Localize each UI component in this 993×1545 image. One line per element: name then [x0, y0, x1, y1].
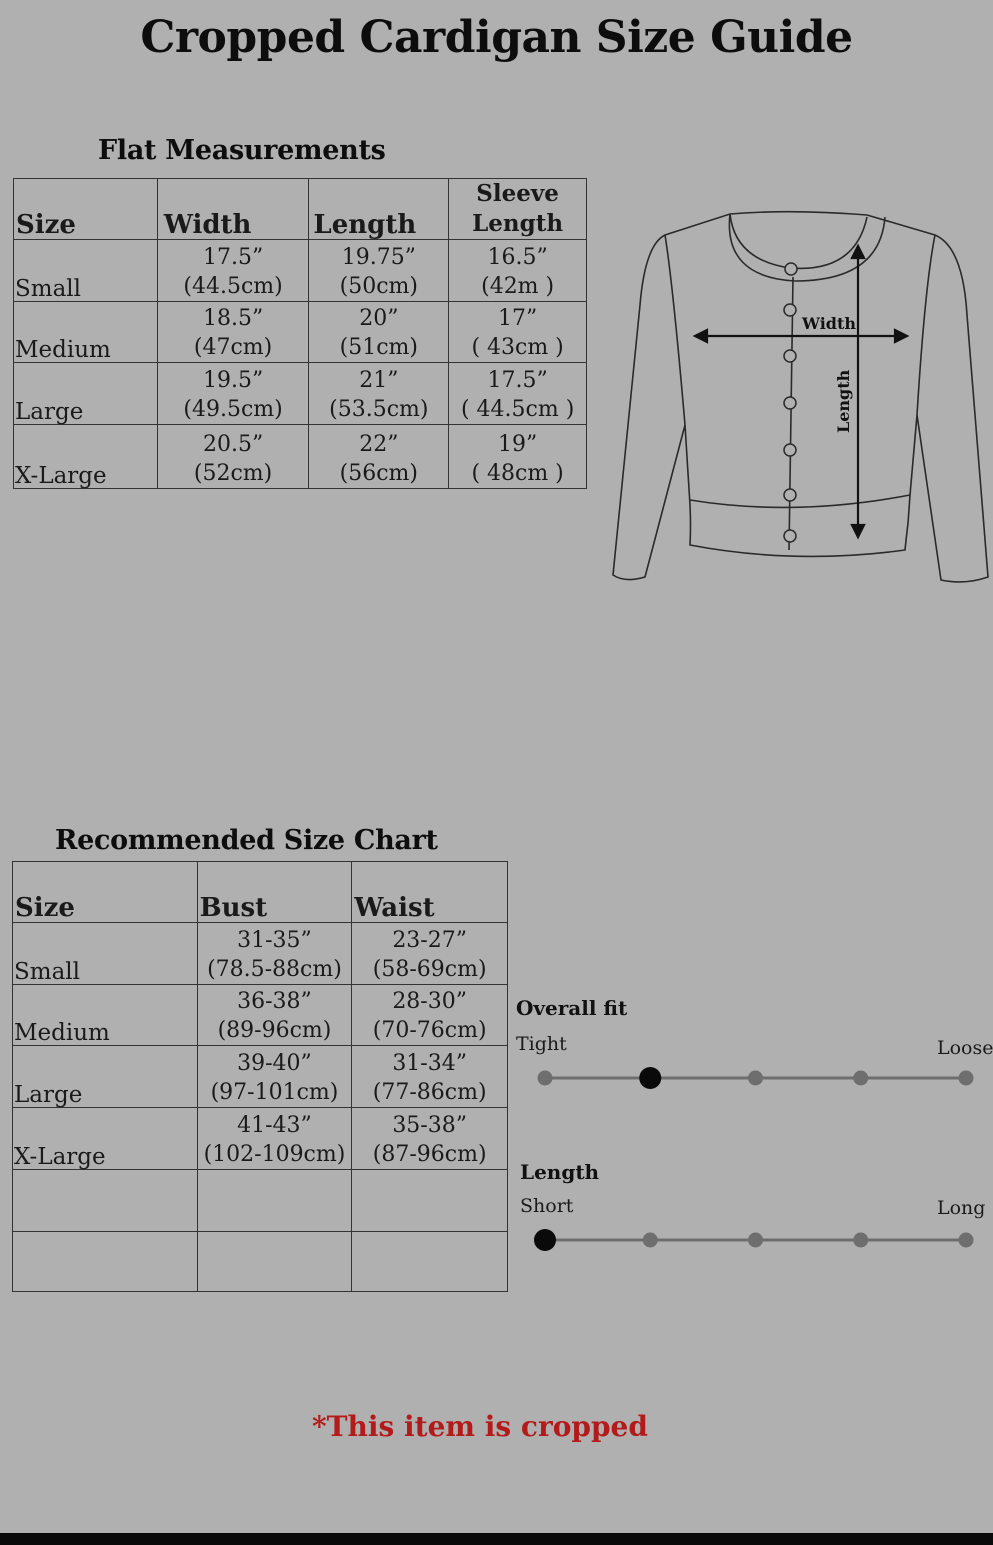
table-row — [14, 240, 587, 302]
sleeve-in: 16.5” — [487, 245, 548, 270]
size-label: Large — [15, 399, 84, 425]
waist-in: 31-34” — [392, 1051, 467, 1076]
size-label: Medium — [15, 337, 111, 363]
size-label: X-Large — [15, 463, 107, 489]
arrow-right-icon — [895, 330, 907, 342]
empty-row — [13, 1170, 508, 1232]
button-icon — [784, 530, 796, 542]
width-in: 17.5” — [202, 245, 264, 270]
header-bust: Bust — [199, 893, 268, 923]
arrow-down-icon — [852, 525, 864, 537]
scale-dot — [959, 1071, 974, 1086]
bust-in: 36-38” — [237, 989, 312, 1014]
width-cm: (49.5cm) — [183, 397, 283, 422]
width-cm: (44.5cm) — [183, 274, 283, 299]
table-row — [14, 363, 587, 425]
scale-dot — [853, 1233, 868, 1248]
sleeve-in: 17” — [497, 306, 538, 331]
overall-fit-left-label: Tight — [516, 1033, 567, 1055]
table-row — [14, 425, 587, 489]
flat-measurements-table — [13, 178, 587, 489]
header-size: Size — [16, 210, 76, 240]
button-icon — [784, 304, 796, 316]
overall-fit-right-label: Loose — [937, 1037, 993, 1059]
scale-dot — [538, 1071, 553, 1086]
scale-selected-dot — [639, 1067, 661, 1089]
waist-cm: (58-69cm) — [372, 957, 487, 982]
waist-cm: (77-86cm) — [372, 1080, 487, 1105]
bust-cm: (97-101cm) — [210, 1080, 339, 1105]
page-title: Cropped Cardigan Size Guide — [140, 12, 853, 63]
button-icon — [784, 397, 796, 409]
scale-dot — [959, 1233, 974, 1248]
table-row — [13, 1046, 508, 1108]
size-label: Large — [14, 1082, 83, 1108]
length-cm: (53.5cm) — [329, 397, 429, 422]
length-in: 19.75” — [341, 245, 416, 270]
size-label: Small — [15, 276, 81, 302]
recommended-title: Recommended Size Chart — [55, 825, 438, 856]
bust-in: 39-40” — [237, 1051, 312, 1076]
recommended-table — [12, 861, 508, 1292]
length-in: 22” — [359, 432, 399, 457]
table-row — [13, 985, 508, 1046]
bottom-bar — [0, 1533, 993, 1545]
width-in: 20.5” — [202, 432, 264, 457]
waist-cm: (70-76cm) — [372, 1018, 487, 1043]
arrow-left-icon — [695, 330, 707, 342]
waist-in: 23-27” — [392, 928, 467, 953]
sleeve-cm: ( 44.5cm ) — [460, 397, 575, 422]
table-row — [14, 302, 587, 363]
length-in: 20” — [359, 306, 399, 331]
width-label: Width — [802, 314, 856, 333]
header-sleeve-line1: Sleeve — [476, 180, 559, 207]
button-icon — [784, 444, 796, 456]
width-in: 18.5” — [202, 306, 264, 331]
sleeve-cm: ( 43cm ) — [471, 335, 564, 360]
length-in: 21” — [359, 368, 399, 393]
header-sleeve-line2: Length — [472, 210, 564, 237]
bust-cm: (102-109cm) — [203, 1142, 346, 1167]
overall-fit-scale — [520, 1060, 990, 1100]
header-length: Length — [313, 210, 417, 240]
waist-cm: (87-96cm) — [372, 1142, 487, 1167]
button-icon — [784, 489, 796, 501]
waist-in: 28-30” — [392, 989, 467, 1014]
bust-in: 41-43” — [237, 1113, 312, 1138]
button-icon — [785, 263, 797, 275]
header-size: Size — [15, 893, 75, 923]
width-in: 19.5” — [202, 368, 264, 393]
overall-fit-label: Overall fit — [516, 996, 628, 1020]
size-label: Small — [14, 959, 80, 985]
length-fit-left-label: Short — [520, 1195, 574, 1217]
button-icon — [784, 350, 796, 362]
cardigan-diagram — [605, 205, 993, 590]
sleeve-cm: (42m ) — [481, 274, 555, 299]
length-fit-scale — [520, 1222, 990, 1262]
length-label: Length — [834, 369, 853, 433]
sleeve-in: 19” — [497, 432, 538, 457]
size-label: X-Large — [14, 1144, 106, 1170]
sleeve-in: 17.5” — [487, 368, 548, 393]
scale-dot — [643, 1233, 658, 1248]
cropped-note: *This item is cropped — [312, 1410, 648, 1443]
flat-measurements-title: Flat Measurements — [98, 135, 386, 166]
width-cm: (52cm) — [193, 461, 273, 486]
bust-cm: (89-96cm) — [217, 1018, 332, 1043]
length-cm: (51cm) — [339, 335, 418, 360]
table-row — [13, 923, 508, 985]
waist-in: 35-38” — [392, 1113, 467, 1138]
size-label: Medium — [14, 1020, 110, 1046]
length-fit-right-label: Long — [937, 1197, 986, 1219]
scale-dot — [748, 1071, 763, 1086]
scale-dot — [853, 1071, 868, 1086]
recommended-header-row — [13, 862, 508, 923]
flat-header-row — [14, 179, 587, 240]
table-row — [13, 1108, 508, 1170]
scale-dot — [748, 1233, 763, 1248]
header-waist: Waist — [354, 893, 435, 923]
length-fit-label: Length — [520, 1160, 600, 1184]
empty-row — [13, 1232, 508, 1292]
sleeve-cm: ( 48cm ) — [471, 461, 564, 486]
bust-cm: (78.5-88cm) — [207, 957, 342, 982]
bust-in: 31-35” — [237, 928, 312, 953]
length-cm: (50cm) — [339, 274, 418, 299]
header-width: Width — [163, 210, 252, 240]
scale-selected-dot — [534, 1229, 556, 1251]
length-cm: (56cm) — [339, 461, 418, 486]
width-cm: (47cm) — [193, 335, 273, 360]
